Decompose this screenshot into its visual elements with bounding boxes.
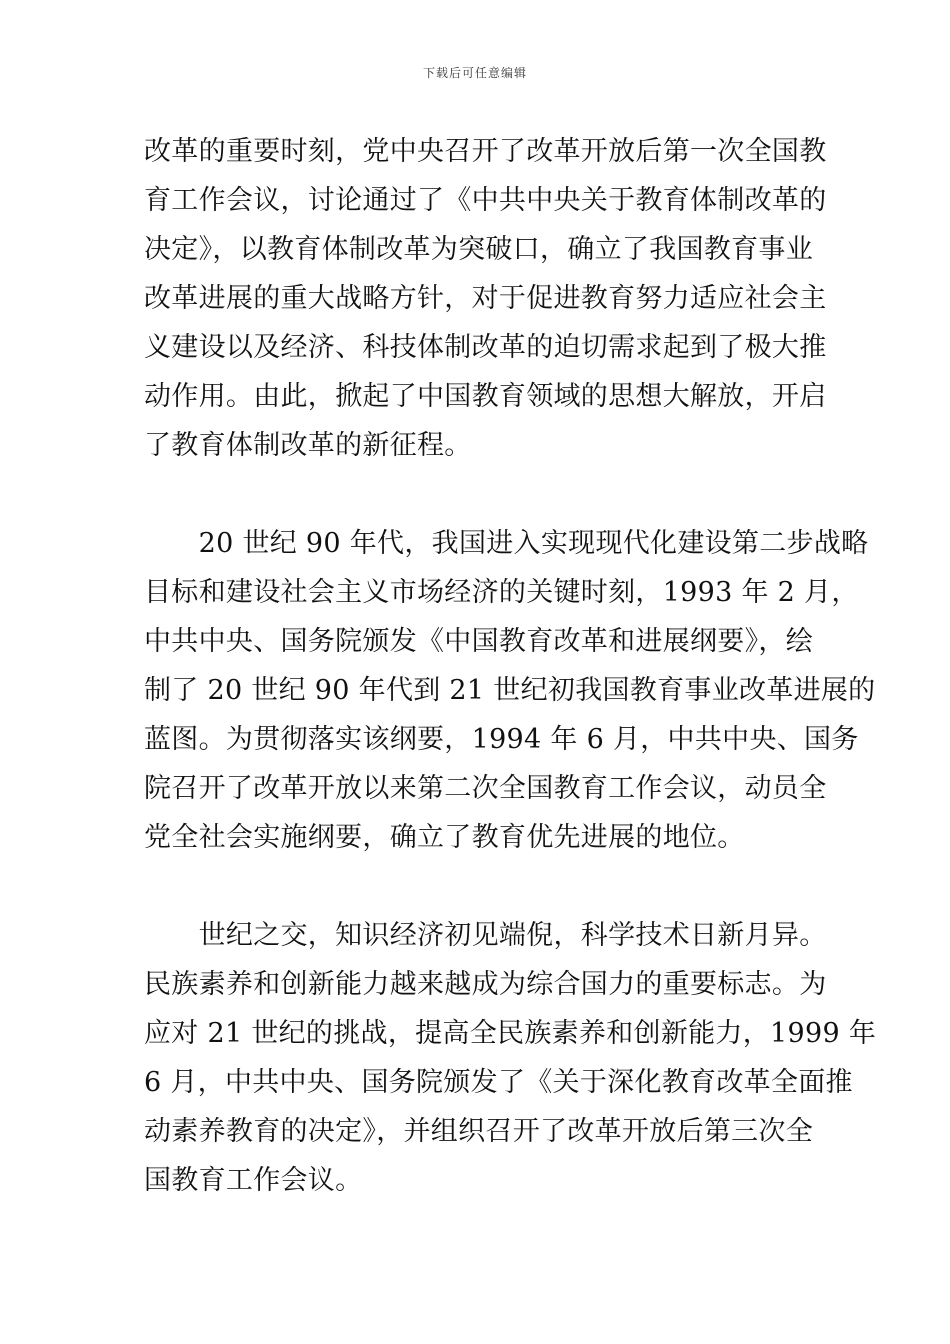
text-line: 改革进展的重大战略方针，对于促进教育努力适应社会主 — [144, 283, 827, 314]
document-body — [144, 127, 877, 1205]
text-line: 动素养教育的决定》，并组织召开了改革开放后第三次全 — [144, 1116, 813, 1147]
paragraph-3 — [144, 911, 877, 1205]
text-line: 制了 20 世纪 90 年代到 21 世纪初我国教育事业改革进展的 — [144, 675, 876, 706]
paragraph-2 — [144, 519, 876, 862]
text-line: 蓝图。为贯彻落实该纲要，1994 年 6 月，中共中央、国务 — [144, 724, 859, 755]
text-line: 民族素养和创新能力越来越成为综合国力的重要标志。为 — [144, 969, 827, 1000]
text-line: 应对 21 世纪的挑战，提高全民族素养和创新能力，1999 年 — [144, 1018, 877, 1049]
text-line: 了教育体制改革的新征程。 — [144, 430, 472, 461]
text-line: 育工作会议，讨论通过了《中共中央关于教育体制改革的 — [144, 185, 827, 216]
text-line: 义建设以及经济、科技体制改革的迫切需求起到了极大推 — [144, 332, 827, 363]
paragraph-spacer — [144, 862, 810, 911]
text-line: 世纪之交，知识经济初见端倪，科学技术日新月异。 — [144, 920, 827, 951]
text-line: 中共中央、国务院颁发《中国教育改革和进展纲要》，绘 — [144, 626, 813, 657]
text-line: 党全社会实施纲要，确立了教育优先进展的地位。 — [144, 822, 745, 853]
text-line: 改革的重要时刻，党中央召开了改革开放后第一次全国教 — [144, 136, 827, 167]
text-line: 动作用。由此，掀起了中国教育领域的思想大解放，开启 — [144, 381, 827, 412]
text-line: 20 世纪 90 年代，我国进入实现现代化建设第二步战略 — [144, 528, 869, 559]
text-line: 国教育工作会议。 — [144, 1165, 363, 1196]
text-line: 6 月，中共中央、国务院颁发了《关于深化教育改革全面推 — [144, 1067, 853, 1098]
text-line: 目标和建设社会主义市场经济的关键时刻，1993 年 2 月， — [144, 577, 859, 608]
text-line: 院召开了改革开放以来第二次全国教育工作会议，动员全 — [144, 773, 827, 804]
paragraph-spacer — [144, 470, 810, 519]
paragraph-1 — [144, 127, 827, 470]
text-line: 决定》，以教育体制改革为突破口，确立了我国教育事业 — [144, 234, 813, 265]
page-header: 下载后可任意编辑 — [422, 66, 527, 80]
